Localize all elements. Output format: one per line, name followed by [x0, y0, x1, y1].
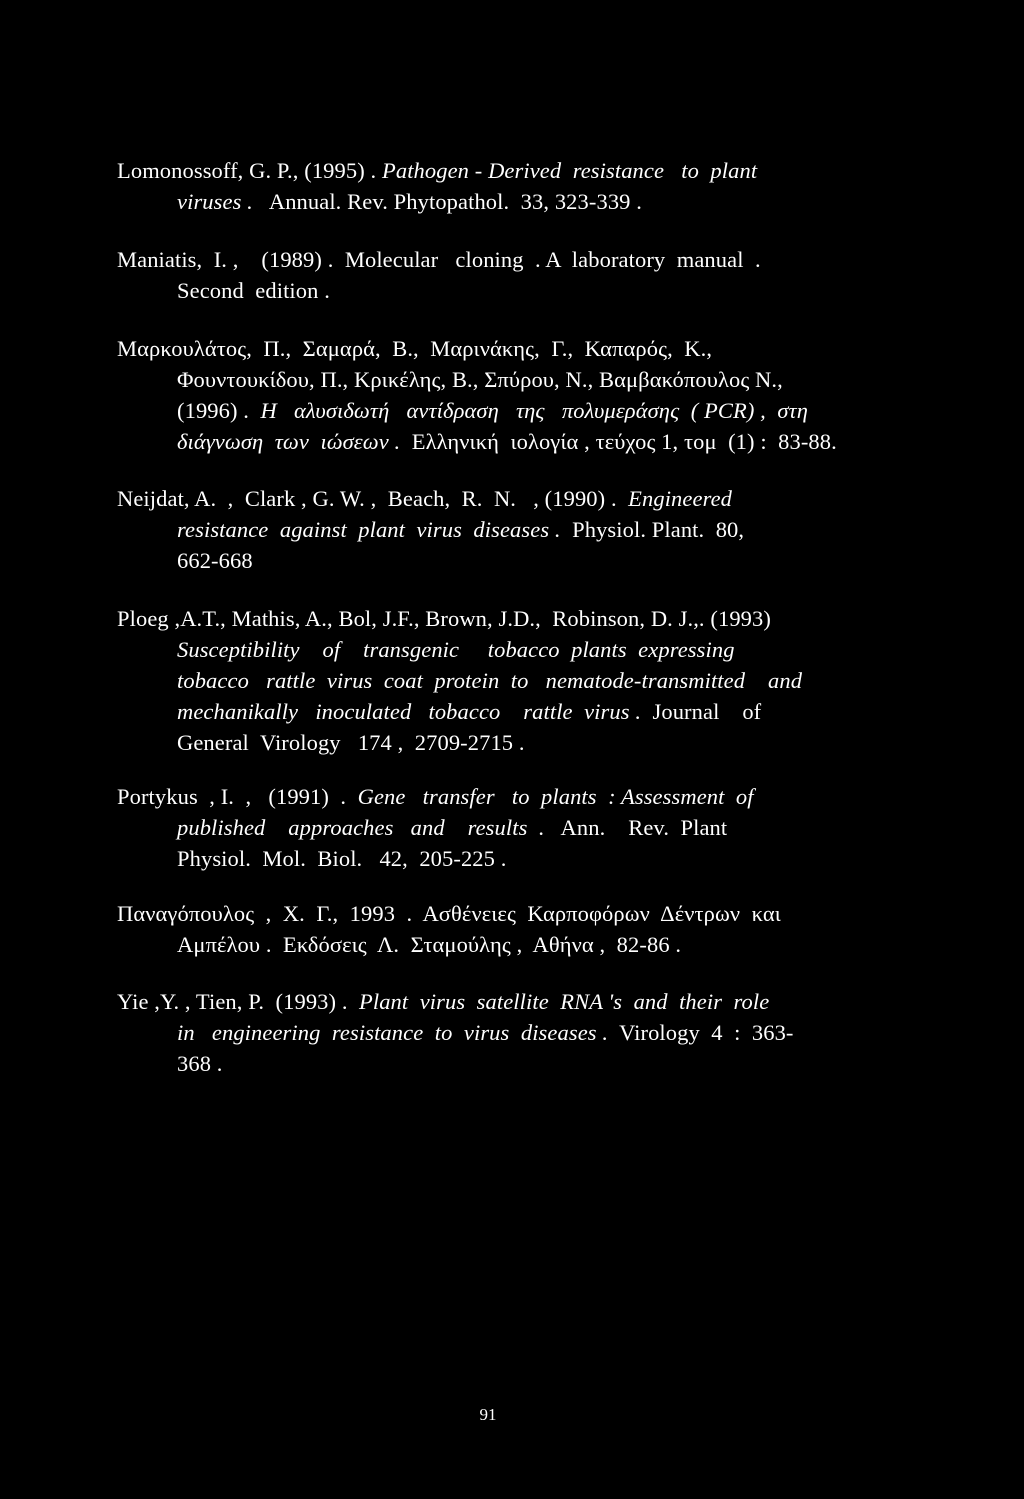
reference-line: Αμπέλου . Εκδόσεις Λ. Σταμούλης , Αθήνα , 82-86 .	[177, 932, 682, 957]
reference-line: Neijdat, A. , Clark , G. W. , Beach, R. N. , (1990) . Engineered	[117, 486, 733, 511]
reference-line: published approaches and results . Ann. Rev. Plant	[177, 815, 728, 840]
reference-line: mechanikally inoculated tobacco rattle virus . Journal of	[177, 699, 762, 724]
reference-neijdat	[117, 483, 857, 576]
reference-line: resistance against plant virus diseases . Physiol. Plant. 80,	[177, 517, 745, 542]
reference-line: Susceptibility of transgenic tobacco plants expressing	[177, 637, 735, 662]
reference-markoulatos	[117, 333, 857, 457]
reference-yie	[117, 986, 857, 1079]
reference-portykus	[117, 781, 857, 874]
reference-line: 368 .	[177, 1051, 223, 1076]
reference-lomonossoff	[117, 155, 857, 217]
reference-panagopoulos	[117, 898, 857, 960]
reference-line: 662-668	[177, 548, 253, 573]
reference-line: in engineering resistance to virus diseases . Virology 4 : 363-	[177, 1020, 794, 1045]
reference-line: tobacco rattle virus coat protein to nematode-transmitted and	[177, 668, 803, 693]
reference-line: Second edition .	[177, 278, 330, 303]
reference-line: (1996) . Η αλυσιδωτή αντίδραση της πολυμεράσης ( PCR) , στη	[177, 398, 808, 423]
reference-line: Παναγόπουλος , Χ. Γ., 1993 . Ασθένειες Καρποφόρων Δέντρων και	[117, 901, 781, 926]
reference-line: Φουντουκίδου, Π., Κρικέλης, Β., Σπύρου, Ν., Βαμβακόπουλος Ν.,	[177, 367, 783, 392]
page-number: 91	[479, 1405, 497, 1424]
reference-line: Ploeg ,A.T., Mathis, A., Bol, J.F., Brown, J.D., Robinson, D. J.,. (1993)	[117, 606, 771, 631]
reference-line: Μαρκουλάτος, Π., Σαμαρά, Β., Μαρινάκης, Γ., Καπαρός, Κ.,	[117, 336, 713, 361]
reference-line: Portykus , I. , (1991) . Gene transfer to plants : Assessment of	[117, 784, 754, 809]
reference-line: viruses . Annual. Rev. Phytopathol. 33, 323-339 .	[177, 189, 642, 214]
reference-maniatis	[117, 244, 857, 306]
reference-line: Maniatis, I. , (1989) . Molecular cloning . A laboratory manual .	[117, 247, 761, 272]
reference-ploeg	[117, 603, 857, 758]
reference-line: Yie ,Y. , Tien, P. (1993) . Plant virus satellite RNA 's and their role	[117, 989, 770, 1014]
reference-line: διάγνωση των ιώσεων . Ελληνική ιολογία , τεύχος 1, τομ (1) : 83-88.	[177, 429, 837, 454]
reference-line: Physiol. Mol. Biol. 42, 205-225 .	[177, 846, 507, 871]
reference-line: General Virology 174 , 2709-2715 .	[177, 730, 525, 755]
reference-line: Lomonossoff, G. P., (1995) . Pathogen - Derived resistance to plant	[117, 158, 758, 183]
